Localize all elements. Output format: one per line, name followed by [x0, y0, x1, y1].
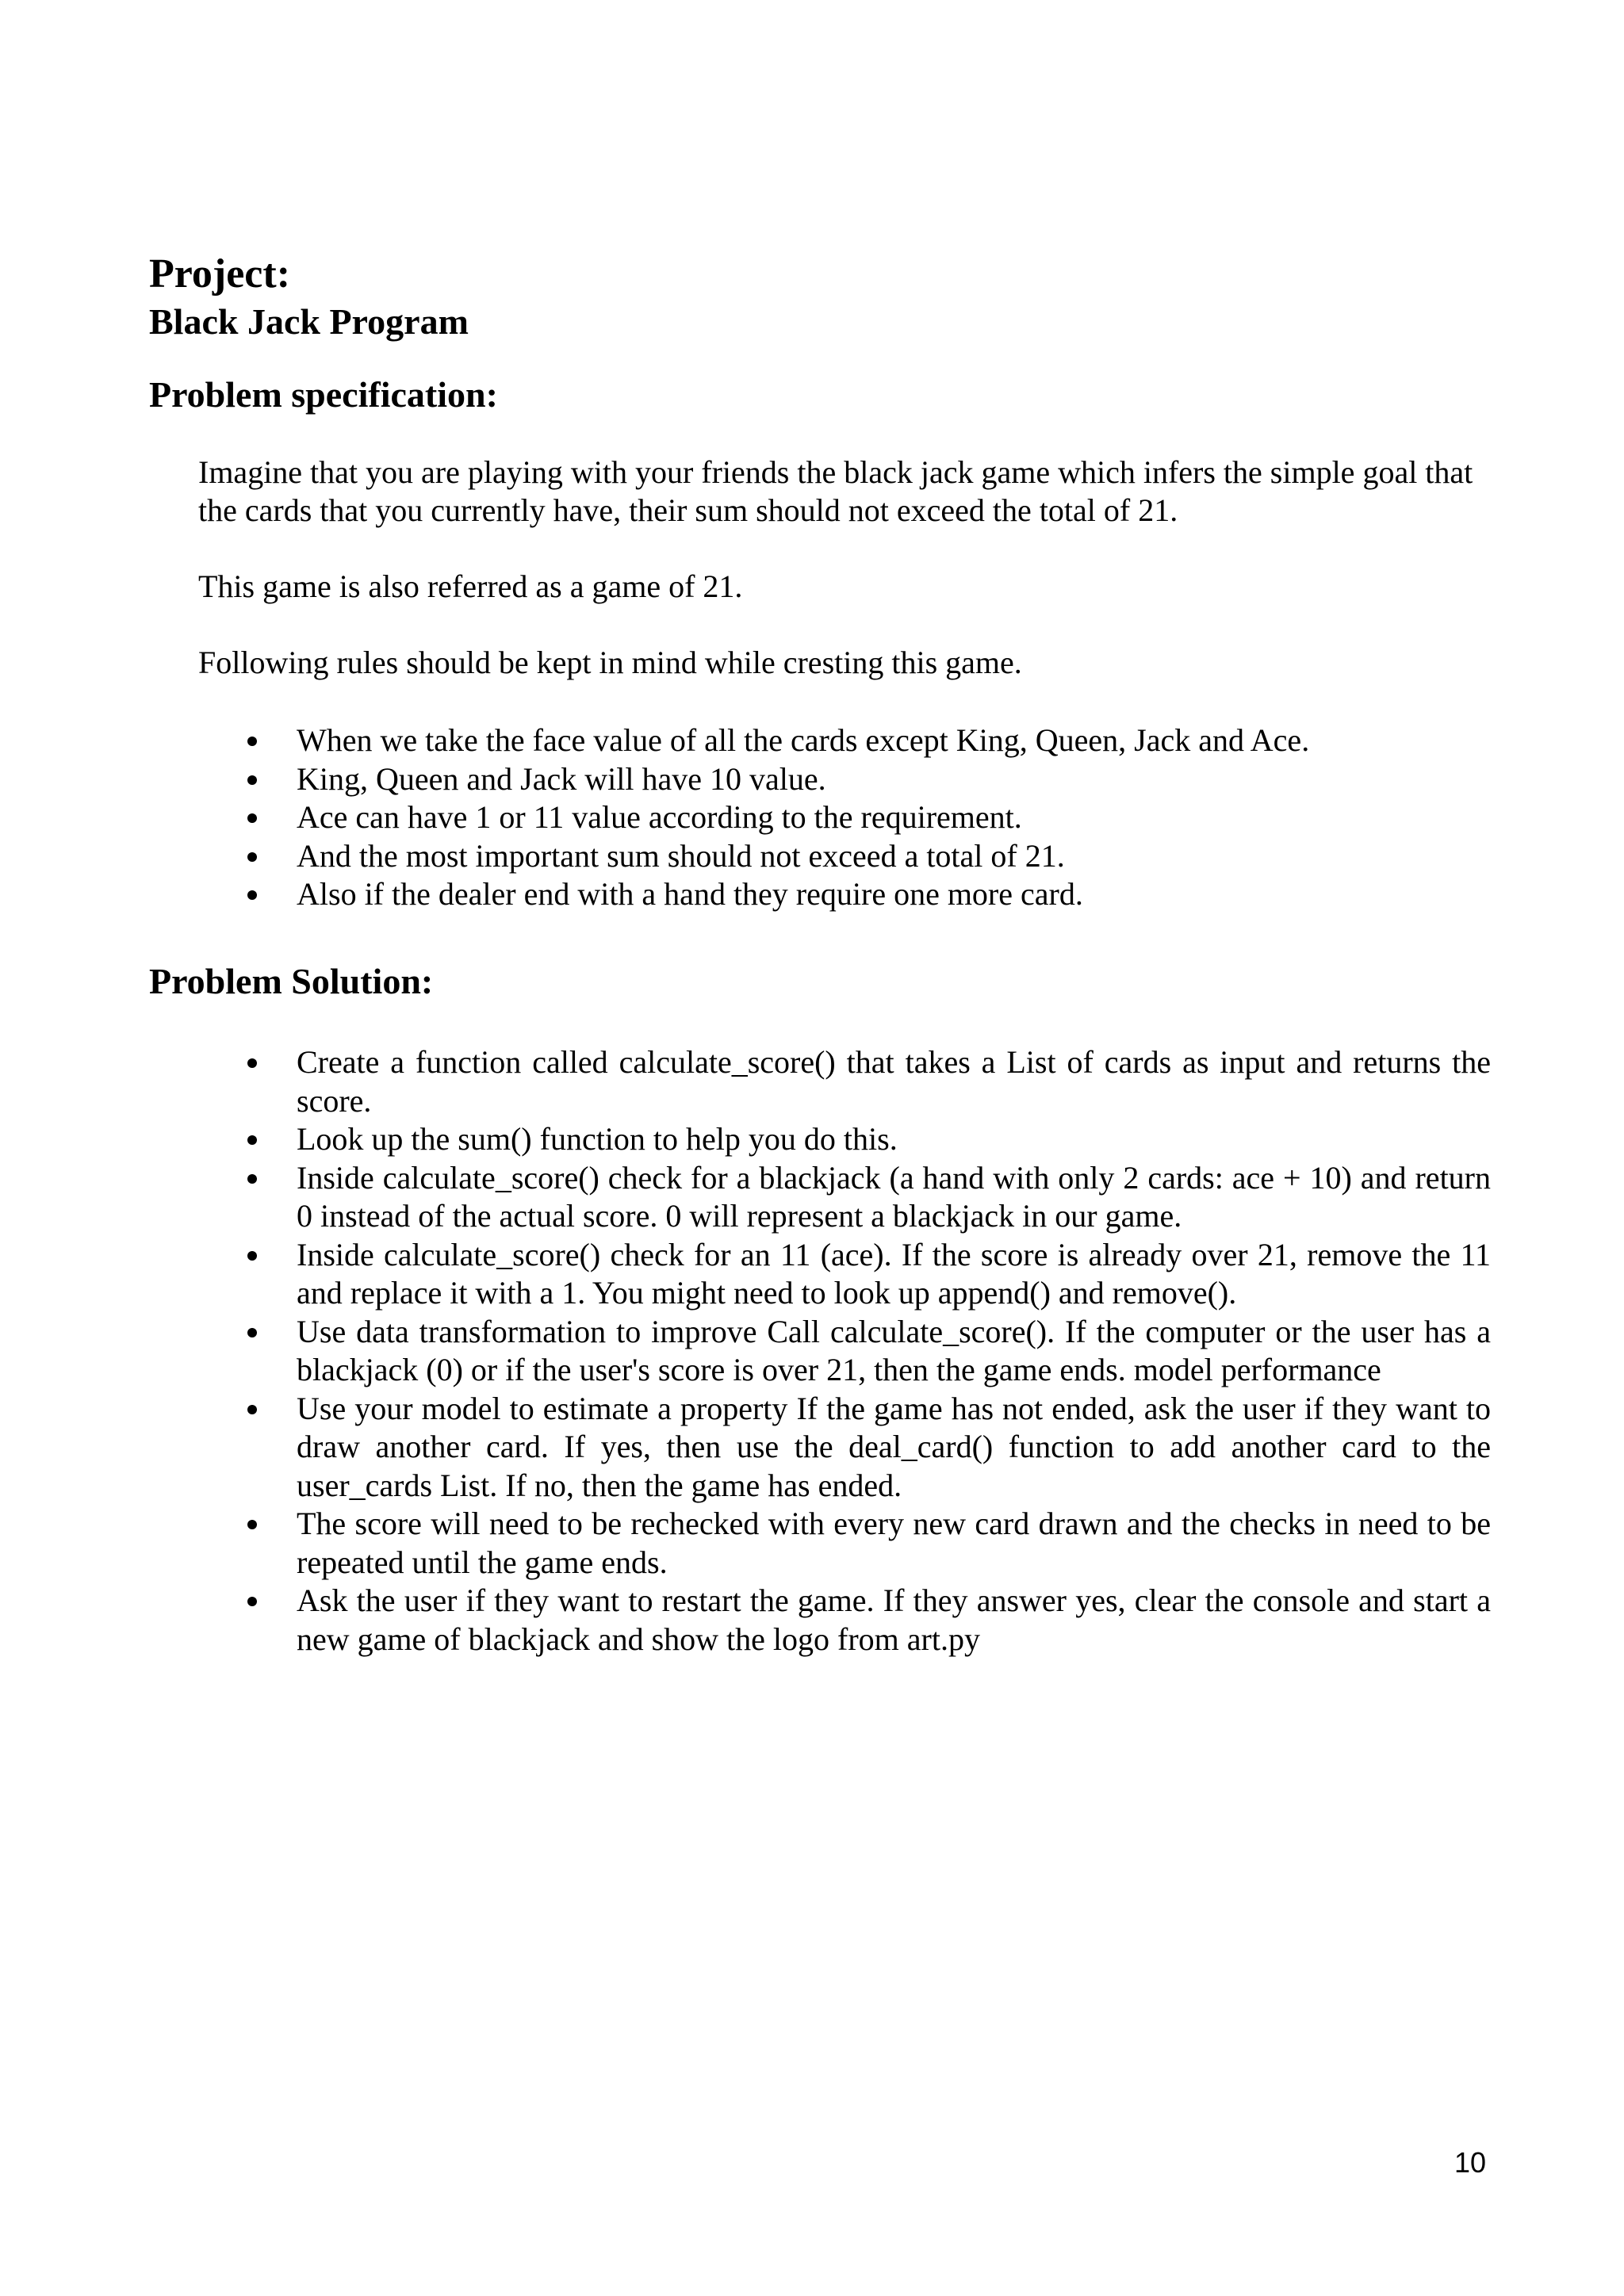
list-item: Create a function called calculate_score() that takes a List of cards as input and returns the score.	[238, 1043, 1491, 1120]
list-item: And the most important sum should not exceed a total of 21.	[238, 837, 1491, 876]
intro-paragraph: Imagine that you are playing with your friends the black jack game which infers the simple goal that the cards that you currently have, their sum should not exceed the total of 21.	[198, 454, 1473, 528]
list-item: Also if the dealer end with a hand they require one more card.	[238, 875, 1491, 914]
list-item: Inside calculate_score() check for an 11 (ace). If the score is already over 21, remove the 11 and replace it with a 1. You might need to look up append() and remove().	[238, 1236, 1491, 1313]
list-item: Ace can have 1 or 11 value according to the requirement.	[238, 798, 1491, 837]
rules-intro-paragraph: Following rules should be kept in mind while cresting this game.	[198, 645, 1022, 680]
problem-specification-heading: Problem specification:	[149, 374, 498, 415]
list-item: Ask the user if they want to restart the game. If they answer yes, clear the console and start a new game of blackjack and show the logo from art.py	[238, 1582, 1491, 1659]
list-item: Use your model to estimate a property If the game has not ended, ask the user if they want to draw another card. If yes, then use the deal_card() function to add another card to the user_cards List. If no, then the game has ended.	[238, 1390, 1491, 1506]
project-title: Project:	[149, 251, 291, 297]
list-item: The score will need to be rechecked with every new card drawn and the checks in need to be repeated until the game ends.	[238, 1505, 1491, 1582]
page-number: 10	[1454, 2146, 1487, 2179]
list-item: Use data transformation to improve Call calculate_score(). If the computer or the user has a blackjack (0) or if the user's score is over 21, then the game ends. model performance	[238, 1313, 1491, 1390]
list-item: When we take the face value of all the cards except King, Queen, Jack and Ace.	[238, 721, 1491, 760]
problem-solution-heading: Problem Solution:	[149, 961, 434, 1001]
list-item: King, Queen and Jack will have 10 value.	[238, 760, 1491, 799]
list-item: Inside calculate_score() check for a blackjack (a hand with only 2 cards: ace + 10) and return 0 instead of the actual score. 0 will represent a blackjack in our game.	[238, 1159, 1491, 1236]
solution-steps-list	[238, 1043, 1491, 1659]
project-subtitle: Black Jack Program	[149, 301, 469, 342]
list-item: Look up the sum() function to help you do this.	[238, 1120, 1491, 1159]
game-of-21-paragraph: This game is also referred as a game of 21.	[198, 568, 743, 604]
rules-list	[238, 721, 1491, 914]
